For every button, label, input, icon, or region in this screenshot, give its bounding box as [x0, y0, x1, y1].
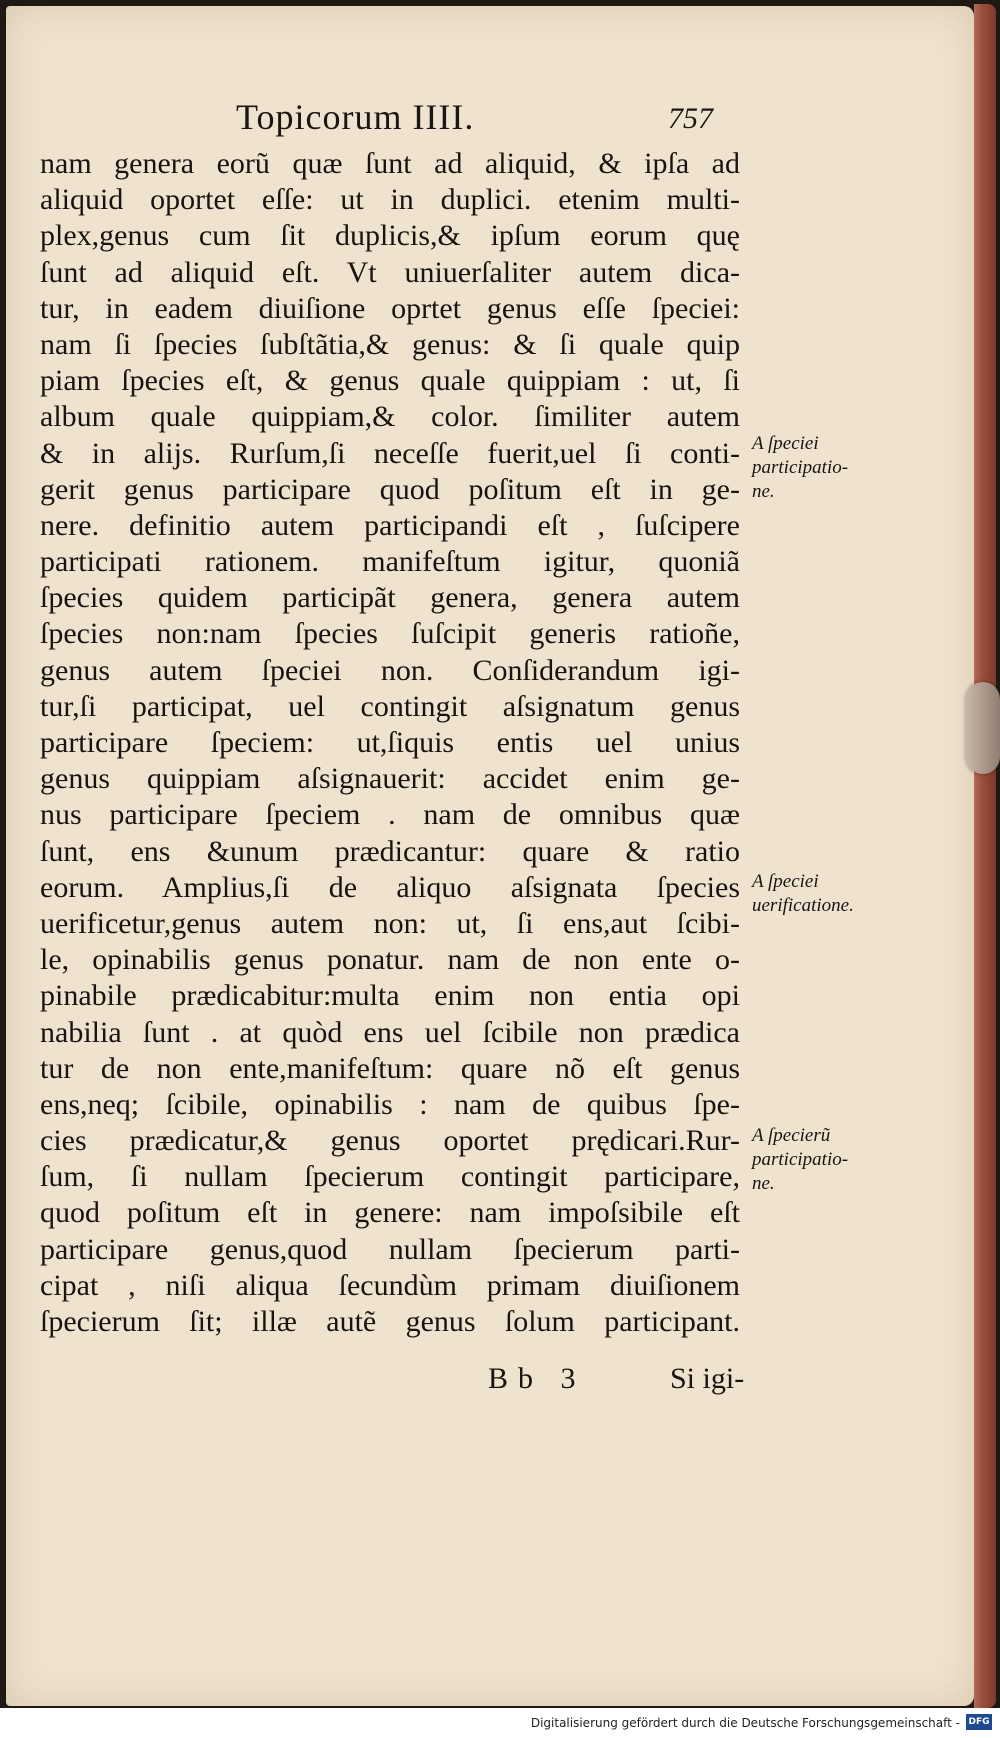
text-line: ens,neq; ſcibile, opinabilis : nam de quibus ſpe-: [40, 1087, 740, 1121]
dfg-logo-icon: DFG: [966, 1714, 992, 1730]
funding-credit: Digitalisierung gefördert durch die Deutsche Forschungsgemeinschaft -: [530, 1716, 960, 1730]
text-line: ſum, ſi nullam ſpecierum contingit participare,: [40, 1160, 740, 1194]
margin-note-line: uerificatione.: [752, 895, 854, 916]
page-foot: [0, 1362, 1000, 1398]
running-title: Topicorum IIII.: [236, 97, 475, 137]
margin-note-line: A ſpeciei: [752, 433, 819, 454]
text-line: cipat , niſi aliqua ſecundùm primam diuiſionem: [40, 1268, 740, 1302]
text-line: participare ſpeciem: ut,ſiquis entis uel unius: [40, 726, 740, 759]
margin-note-line: A ſpeciei: [752, 871, 819, 892]
margin-note-line: ne.: [752, 1173, 775, 1194]
page-header: [0, 96, 1000, 140]
text-line: nere. definitio autem participandi eſt , ſuſcipere: [40, 508, 740, 542]
text-line: genus autem ſpeciei non. Conſiderandum igi-: [40, 653, 740, 687]
text-line: gerit genus participare quod poſitum eſt in ge-: [40, 472, 740, 506]
text-line: nabilia ſunt . at quòd ens uel ſcibile non prædica: [40, 1015, 740, 1049]
text-line: quod poſitum eſt in genere: nam impoſsibile eſt: [40, 1196, 740, 1230]
text-line: nam ſi ſpecies ſubſtãtia,& genus: & ſi quale quip: [40, 327, 740, 361]
margin-note-line: participatio-: [752, 457, 849, 478]
body-text: [40, 146, 740, 1340]
text-line: tur,ſi participat, uel contingit aſsignatum genus: [40, 689, 740, 723]
text-line: tur de non ente,manifeſtum: quare nõ eſt genus: [40, 1051, 740, 1085]
text-line: plex,genus cum ſit duplicis,& ipſum eorum quę: [40, 219, 740, 253]
text-line: ſpecies non:nam ſpecies ſuſcipit generis ratioñe,: [40, 617, 740, 651]
text-line: ſunt, ens &unum prædicantur: quare & ratio: [40, 834, 740, 868]
signature-mark: Bb 3: [488, 1362, 586, 1395]
text-line: genus quippiam aſsignauerit: accidet enim ge-: [40, 762, 740, 796]
text-line: le, opinabilis genus ponatur. nam de non ente o-: [40, 943, 740, 977]
text-line: tur, in eadem diuiſione oprtet genus eſſe ſpeciei:: [40, 291, 740, 325]
text-line: piam ſpecies eſt, & genus quale quippiam : ut, ſi: [40, 364, 740, 398]
margin-note-line: participatio-: [752, 1149, 849, 1170]
page-number: 757: [668, 102, 713, 135]
margin-note-line: ne.: [752, 481, 775, 502]
text-line: aliquid oportet eſſe: ut in duplici. etenim multi-: [40, 183, 740, 217]
text-line: nus participare ſpeciem . nam de omnibus quæ: [40, 798, 740, 832]
text-line: cies prædicatur,& genus oportet prędicari.Rur-: [40, 1124, 740, 1158]
text-line: uerificetur,genus autem non: ut, ſi ens,aut ſcibi-: [40, 906, 740, 940]
text-line: eorum. Amplius,ſi de aliquo aſsignata ſpecies: [40, 870, 740, 904]
text-line: & in alijs. Rurſum,ſi neceſſe fuerit,uel ſi conti-: [40, 436, 740, 470]
text-line: ſpecierum ſit; illæ autẽ genus ſolum participant.: [40, 1305, 740, 1338]
margin-note-specierum-participatione: [752, 1124, 892, 1196]
text-line: participati rationem. manifeſtum igitur, quoniã: [40, 545, 740, 579]
catchword: Si igi-: [670, 1362, 745, 1395]
text-line: nam genera eorũ quæ ſunt ad aliquid, & ipſa ad: [40, 147, 740, 180]
margin-note-verificatione: [752, 870, 892, 918]
page-clip: [966, 682, 1000, 774]
margin-note-participatione: [752, 432, 892, 504]
text-line: pinabile prædicabitur:multa enim non entia opi: [40, 979, 740, 1013]
margin-note-line: A ſpecierũ: [752, 1125, 831, 1146]
text-line: ſunt ad aliquid eſt. Vt uniuerſaliter autem dica-: [40, 255, 740, 289]
book-fore-edge: [974, 4, 996, 1708]
text-line: ſpecies quidem participãt genera, genera autem: [40, 581, 740, 615]
text-line: album quale quippiam,& color. ſimiliter autem: [40, 400, 740, 434]
text-line: participare genus,quod nullam ſpecierum parti-: [40, 1232, 740, 1266]
